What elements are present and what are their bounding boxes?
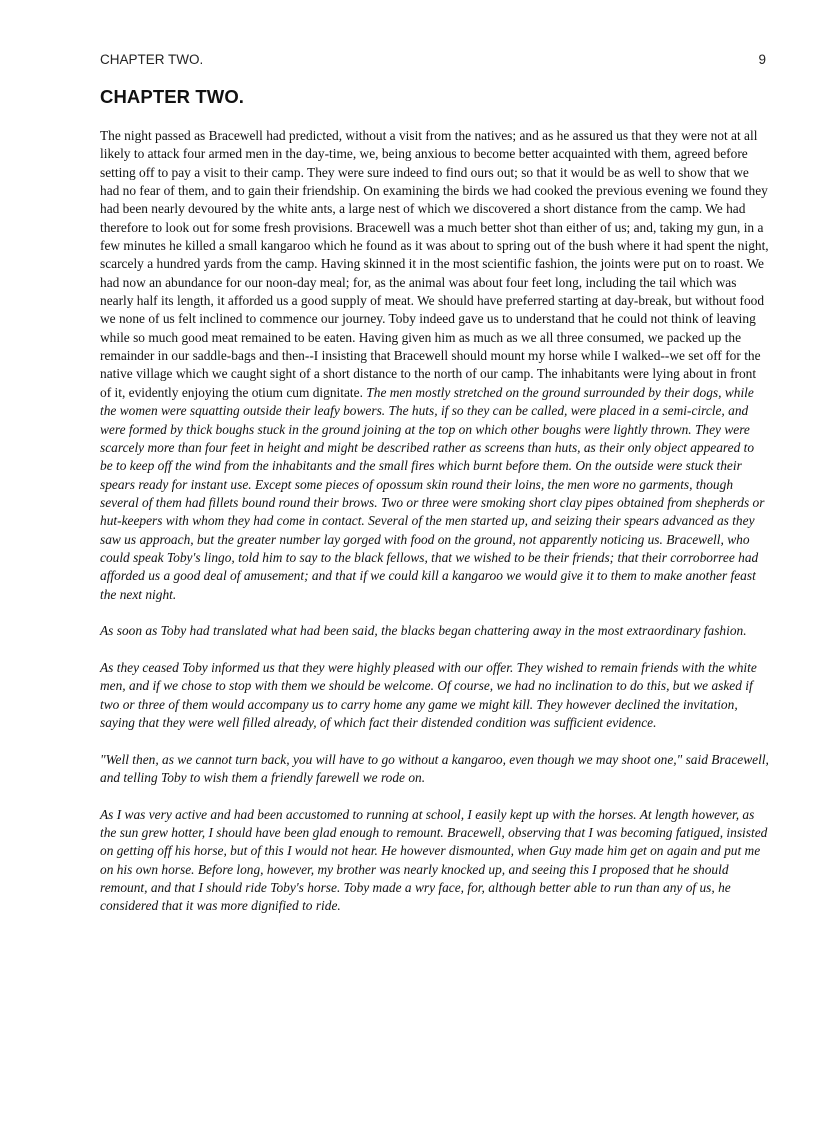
paragraph-1-roman: The night passed as Bracewell had predicted, without a visit from the natives; and as he assured us that they were not at all likely to attack four armed men in the day-time, we, being anxious to become better acquainted with them, agreed before setting off to pay a visit to their camp. They were sure indeed to find ours out; so that it would be as well to show that we had no fear of them, and to gain their friendship. On examining the birds we had cooked the previous evening we found they had been nearly devoured by the white ants, a large nest of which we discovered a short distance from the camp. We had therefore to look out for some fresh provisions. Bracewell was a much better shot than either of us; and, taking my gun, in a few minutes he killed a small kangaroo which he found as it was about to spring out of the bush where it had spent the night, scarcely a hundred yards from the camp. Having skinned it in the most scientific fashion, the joints were put on to roast. We had now an abundance for our noon-day meal; for, as the animal was about four feet long, including the tail which was nearly half its length, it afforded us a good supply of meat. We should have preferred starting at day-break, but without food we none of us felt inclined to commence our journey. Toby indeed gave us to understand that he could not think of leaving while so much good meat remained to be eaten. Having given him as much as we all three consumed, we packed up the remainder in our saddle-bags and then--I insisting that Bracewell should mount my horse while I walked--we set off for the native village which we caught sight of a short distance to the north of our camp. The inhabitants were lying about in front of it, evidently enjoying the otium cum dignitate.	[100, 128, 769, 400]
paragraph-2	[100, 622, 770, 640]
paragraph-4	[100, 751, 770, 788]
chapter-title: CHAPTER TWO.	[100, 86, 245, 107]
running-header	[100, 52, 766, 70]
paragraph-4-text: "Well then, as we cannot turn back, you will have to go without a kangaroo, even though we may shoot one," said Bracewell, and telling Toby to wish them a friendly farewell we rode on.	[100, 751, 769, 786]
running-title: CHAPTER TWO.	[100, 52, 204, 67]
paragraph-2-text: As soon as Toby had translated what had been said, the blacks began chattering away in the most extraordinary fashion.	[100, 623, 747, 639]
body-text	[100, 127, 770, 934]
paragraph-1	[100, 127, 770, 604]
page-number: 9	[758, 52, 766, 67]
paragraph-1-italic: The men mostly stretched on the ground surrounded by their dogs, while the women were squatting outside their leafy bowers. The huts, if so they can be called, were placed in a semi-circle, and were formed by thick boughs stuck in the ground joining at the top on which other boughs were lightly thrown. They were scarcely more than four feet in height and might be described rather as screens than huts, as their only object appeared to be to keep off the wind from the inhabitants and the small fires which burnt before them. On the outside were stuck their spears ready for instant use. Except some pieces of opossum skin round their loins, the men wore no garments, though several of them had fillets bound round their brows. Two or three were smoking short clay pipes obtained from shepherds or hut-keepers with whom they had come in contact. Several of the men started up, and seizing their spears advanced as they saw us approach, but the greater number lay gorged with food on the ground, not apparently noticing us. Bracewell, who could speak Toby's lingo, told him to say to the black fellows, that we wished to be their friends; that their corroborree had afforded us a good deal of amusement; and that if we could kill a kangaroo we would give it to them to make another feast the next night.	[100, 384, 765, 602]
paragraph-5	[100, 806, 770, 916]
paragraph-3	[100, 659, 770, 732]
paragraph-5-text: As I was very active and had been accustomed to running at school, I easily kept up with the horses. At length however, as the sun grew hotter, I should have been glad enough to remount. Bracewell, observing that I was becoming fatigued, insisted on getting off his horse, but of this I would not hear. He however dismounted, when Guy made him get on again and put me on his own horse. Before long, however, my brother was nearly knocked up, and seeing this I proposed that he should remount, and that I should ride Toby's horse. Toby made a wry face, for, although better able to run than any of us, he considered that it was more dignified to ride.	[100, 806, 768, 914]
paragraph-3-text: As they ceased Toby informed us that they were highly pleased with our offer. They wished to remain friends with the white men, and if we chose to stop with them we should be welcome. Of course, we had no inclination to do this, but we asked if two or three of them would accompany us to carry home any game we might kill. They however declined the invitation, saying that they were well filled already, of which fact their distended condition was sufficient evidence.	[100, 659, 757, 730]
